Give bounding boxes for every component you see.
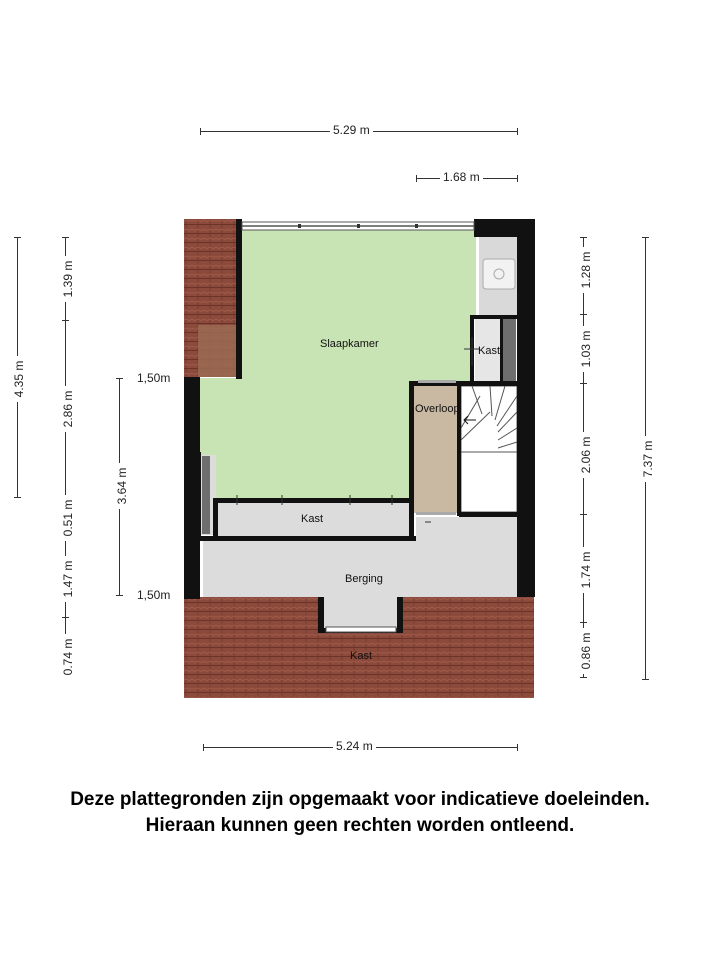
room-label-slaapkamer: Slaapkamer <box>320 338 379 350</box>
left-seg5-label: 0.74 m <box>61 634 75 680</box>
right-seg4-label: 1.74 m <box>579 547 593 593</box>
room-label-overloop: Overloop <box>415 403 460 415</box>
height-bottom-label: 1,50m <box>137 588 171 602</box>
room-label-kast-small: Kast <box>478 345 501 357</box>
disclaimer-line2: Hieraan kunnen geen rechten worden ontleend. <box>145 815 575 836</box>
left-seg4-label: 1.47 m <box>61 556 75 602</box>
right-seg5-label: 0.86 m <box>579 628 593 674</box>
disclaimer-line1: Deze plattegronden zijn opgemaakt voor indicatieve doeleinden. <box>70 789 650 810</box>
left-seg3-label: 0.51 m <box>61 495 75 541</box>
right-seg3-label: 2.06 m <box>579 432 593 478</box>
right-seg2-label: 1.03 m <box>579 326 593 372</box>
room-label-berging: Berging <box>345 573 383 585</box>
bottom-total-label: 5.24 m <box>333 739 376 753</box>
left-seg1-label: 1.39 m <box>61 256 75 302</box>
right-seg1-label: 1.28 m <box>579 247 593 293</box>
top-total-label: 5.29 m <box>330 123 373 137</box>
room-label-kast-middle: Kast <box>301 513 324 525</box>
sink <box>483 259 515 289</box>
height-top-label: 1,50m <box>137 371 171 385</box>
left-outer-label: 4.35 m <box>12 356 26 402</box>
left-seg2-label: 2.86 m <box>61 386 75 432</box>
window-bottom <box>326 627 396 632</box>
roof-dormer-shade <box>198 325 236 377</box>
top-partial-label: 1.68 m <box>440 170 483 184</box>
height-label: 3.64 m <box>115 463 129 509</box>
right-outer-label: 7.37 m <box>641 436 655 482</box>
room-label-kast-bottom: Kast <box>350 650 373 662</box>
